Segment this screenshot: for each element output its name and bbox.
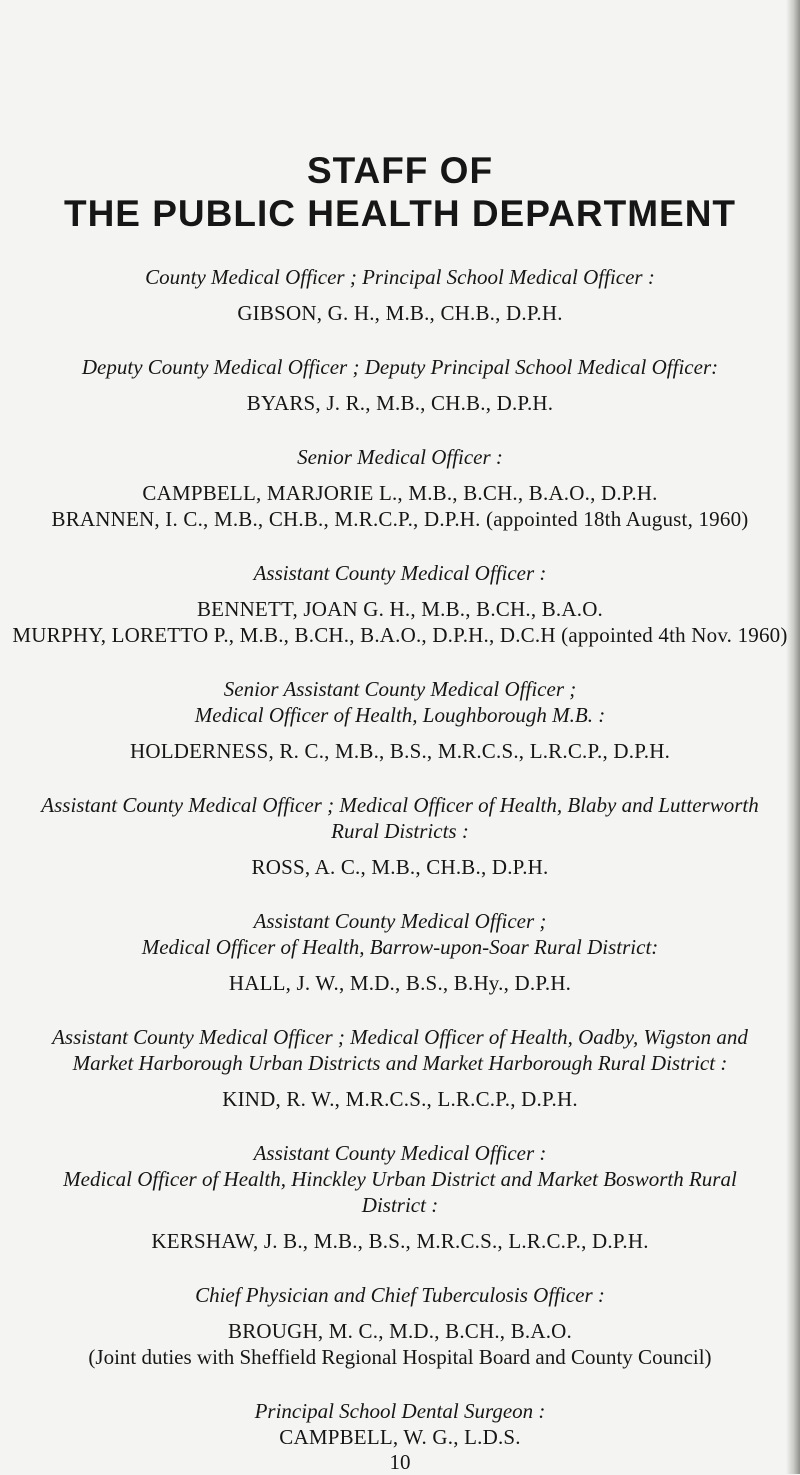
page-number: 10 bbox=[389, 1450, 411, 1474]
role-line: Senior Medical Officer : bbox=[297, 445, 503, 469]
role-line: Assistant County Medical Officer ; Medical Officer of Health, Oadby, Wigston and bbox=[52, 1025, 748, 1049]
staff-name: KERSHAW, J. B., M.B., B.S., M.R.C.S., L.R.C.P., D.P.H. bbox=[151, 1229, 649, 1253]
staff-name: GIBSON, G. H., M.B., CH.B., D.P.H. bbox=[237, 301, 563, 325]
joint-duties-note: (Joint duties with Sheffield Regional Hospital Board and County Council) bbox=[88, 1345, 712, 1369]
staff-name: HALL, J. W., M.D., B.S., B.Hy., D.P.H. bbox=[228, 971, 572, 995]
role-line: Market Harborough Urban Districts and Market Harborough Rural District : bbox=[72, 1051, 728, 1075]
role-line: Senior Assistant County Medical Officer ; bbox=[223, 677, 577, 701]
role-line: Assistant County Medical Officer ; Medical Officer of Health, Blaby and Lutterworth bbox=[41, 793, 759, 817]
role-line: Medical Officer of Health, Loughborough M.B. : bbox=[194, 703, 606, 727]
role-line: Medical Officer of Health, Barrow-upon-Soar Rural District: bbox=[141, 935, 659, 959]
role-line: Medical Officer of Health, Hinckley Urban District and Market Bosworth Rural bbox=[63, 1167, 737, 1191]
staff-name: CAMPBELL, W. G., L.D.S. bbox=[279, 1425, 521, 1449]
role-line: Rural Districts : bbox=[331, 819, 469, 843]
staff-name: BENNETT, JOAN G. H., M.B., B.CH., B.A.O. bbox=[196, 597, 604, 621]
heading-line-1: STAFF OF bbox=[306, 150, 494, 191]
staff-name: BYARS, J. R., M.B., CH.B., D.P.H. bbox=[246, 391, 554, 415]
role-line: Assistant County Medical Officer : bbox=[253, 1141, 547, 1165]
role-line: Assistant County Medical Officer ; bbox=[253, 909, 547, 933]
role-line: Chief Physician and Chief Tuberculosis Officer : bbox=[195, 1283, 605, 1307]
staff-name: ROSS, A. C., M.B., CH.B., D.P.H. bbox=[251, 855, 549, 879]
role-line: Deputy County Medical Officer ; Deputy Principal School Medical Officer: bbox=[81, 355, 719, 379]
staff-name: HOLDERNESS, R. C., M.B., B.S., M.R.C.S., L.R.C.P., D.P.H. bbox=[129, 739, 671, 763]
staff-name: KIND, R. W., M.R.C.S., L.R.C.P., D.P.H. bbox=[222, 1087, 578, 1111]
staff-name: CAMPBELL, MARJORIE L., M.B., B.CH., B.A.O., D.P.H. bbox=[142, 481, 658, 505]
staff-name: BROUGH, M. C., M.D., B.CH., B.A.O. bbox=[227, 1319, 572, 1343]
role-line: District : bbox=[361, 1193, 439, 1217]
heading-line-2: THE PUBLIC HEALTH DEPARTMENT bbox=[63, 193, 737, 234]
role-line: County Medical Officer ; Principal School Medical Officer : bbox=[145, 265, 655, 289]
staff-name: MURPHY, LORETTO P., M.B., B.CH., B.A.O., D.P.H., D.C.H (appointed 4th Nov. 1960) bbox=[12, 623, 788, 647]
staff-name: BRANNEN, I. C., M.B., CH.B., M.R.C.P., D.P.H. (appointed 18th August, 1960) bbox=[51, 507, 749, 531]
role-line: Assistant County Medical Officer : bbox=[253, 561, 547, 585]
role-line: Principal School Dental Surgeon : bbox=[254, 1399, 546, 1423]
